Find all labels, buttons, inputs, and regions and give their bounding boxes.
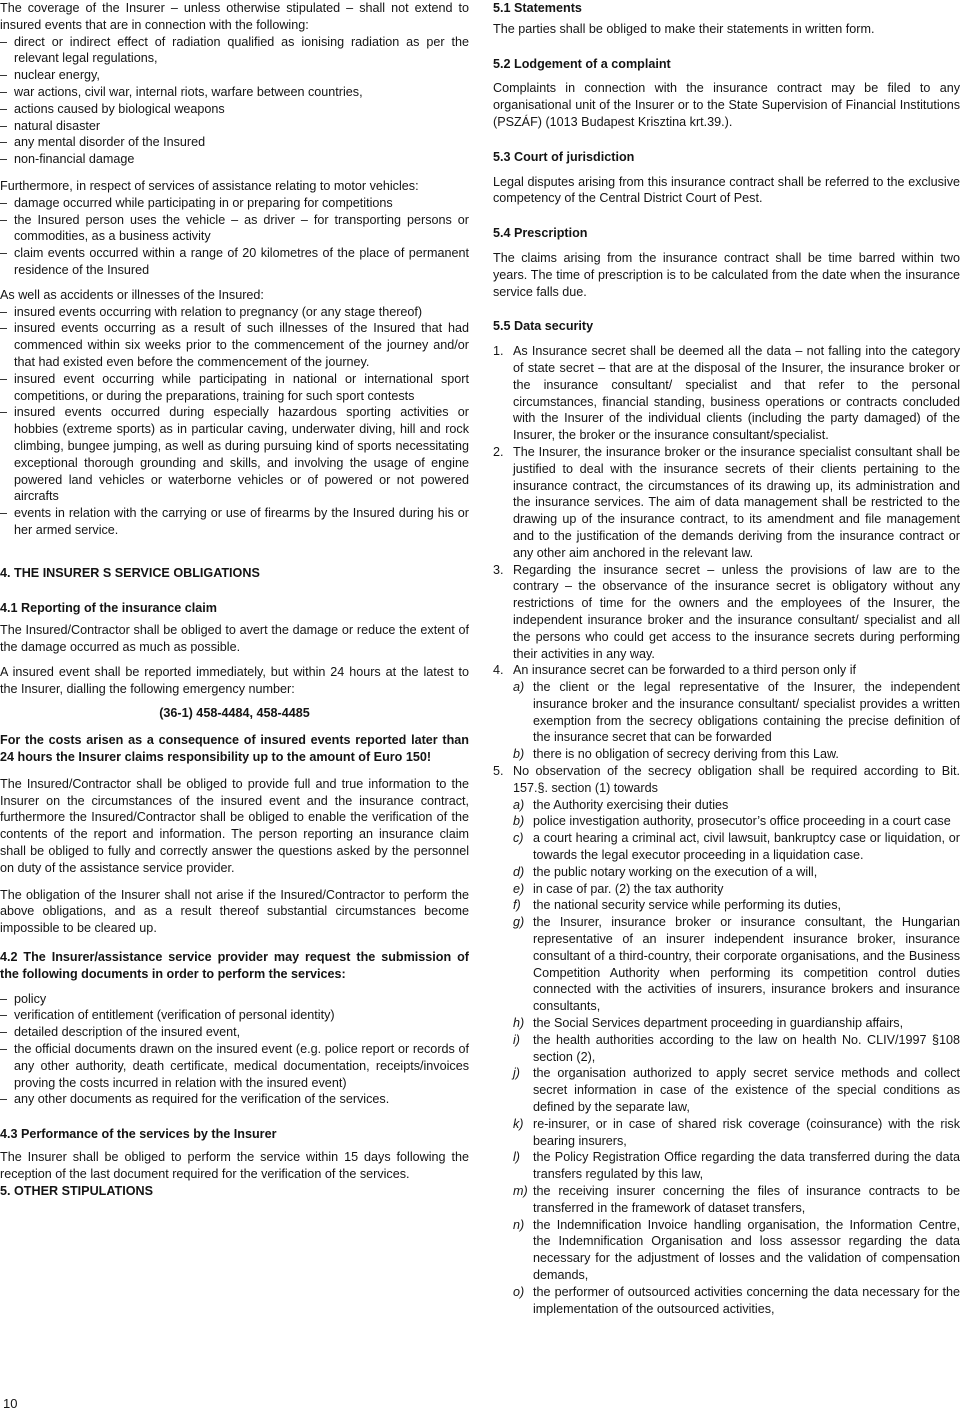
sub-item-letter: d) [513,864,525,879]
left-column [0,0,469,1199]
sub-item-text: the receiving insurer concerning the files of insurance contracts to be transferred in the framework of dataset transfers, [533,1184,960,1215]
right-column [493,0,960,1317]
paragraph: The claims arising from the insurance contract shall be time barred within two years. The time of prescription is to be calculated from the date when the insurance service falls due. [493,250,960,299]
sub-item-text: there is no obligation of secrecy deriving from this Law. [533,747,839,762]
section-4-2-heading: 4.2 The Insurer/assistance service provider may request the submission of the following documents in order to perform the services: [0,950,469,981]
sub-item-g [513,914,960,1015]
sub-item-b [513,813,960,830]
emergency-number: (36-1) 458-4484, 458-4485 [159,706,310,721]
sub-item-text: the Social Services department proceeding in guardianship affairs, [533,1016,904,1031]
sub-item-letter: l) [513,1150,520,1165]
sub-item-text: the Policy Registration Office regarding the data transferred during the data transfers regulated by this law, [533,1150,960,1182]
section-5-5-heading: 5.5 Data security [493,319,594,334]
sub-item-text: the Insurer, insurance broker or insurance consultant, the Hungarian representative of an insurer independent insurance broker, insurance consultant of a third-country, their corporate organisations, and the Business Competition Authority when performing its competition control duties connected with the activities of insurers, insurance brokers and insurance consultants, [533,915,960,1014]
paragraph: A insured event shall be reported immediately, but within 24 hours at the latest to the Insurer, dialling the following emergency number: [0,664,469,696]
motor-intro: Furthermore, in respect of services of assistance relating to motor vehicles: [0,178,419,193]
bold-notice: For the costs arisen as a consequence of insured events reported later than 24 hours the Insurer claims responsibility up to the amount of Euro 150! [0,733,469,765]
sub-item-letter: b) [513,747,525,762]
list-item: – natural disaster [0,118,469,135]
sub-item-text: the performer of outsourced activities concerning the data necessary for the implementation of the outsourced activities, [533,1284,960,1316]
sub-item-letter: m) [513,1184,528,1198]
list-item: – insured event occurring while participating in national or international sport competitions, or during the preparations, training for such sport contests [0,371,469,405]
list-item: – detailed description of the insured event, [0,1024,469,1041]
sub-item-text: re-insurer, or in case of shared risk coverage (coinsurance) with the risk bearing insurers, [533,1116,960,1148]
sub-item-letter: k) [513,1116,524,1131]
item-number: 5. [493,764,504,779]
exclusions-intro: The coverage of the Insurer – unless otherwise stipulated – shall not extend to insured events that are in connection with the following: [0,1,469,32]
sub-item-f [513,897,960,914]
list-item: – actions caused by biological weapons [0,101,469,118]
item-text: An insurance secret can be forwarded to a third person only if [513,663,857,678]
list-item: – claim events occurred within a range of 20 kilometres of the place of permanent residence of the Insured [0,245,469,279]
sub-item-letter: g) [513,915,525,930]
list-item: – verification of entitlement (verification of personal identity) [0,1007,469,1024]
list-item: – nuclear energy, [0,67,469,84]
numbered-item-1 [493,343,960,444]
item-number: 4. [493,663,504,678]
sub-item-text: in case of par. (2) the tax authority [533,881,724,896]
paragraph: Complaints in connection with the insurance contract may be filed to any organisational unit of the Insurer or to the State Supervision of Financial Institutions (PSZÁF) (1013 Budapest Krisztina krt.39.). [493,81,960,129]
section-4-1-heading: 4.1 Reporting of the insurance claim [0,600,217,615]
sub-item-text: the Authority exercising their duties [533,797,729,812]
sub-item-l [513,1149,960,1183]
sub-item-i [513,1032,960,1066]
list-item: – damage occurred while participating in or preparing for competitions [0,195,469,212]
sub-item-n [513,1217,960,1284]
sub-item-text: the health authorities according to the law on health No. CLIV/1997 §108 section (2), [533,1032,960,1064]
sub-item-m [513,1183,960,1217]
sub-item-k [513,1116,960,1150]
page-number: 10 [3,1396,18,1411]
section-5-3-heading: 5.3 Court of jurisdiction [493,149,635,164]
section-4-heading: 4. THE INSURER S SERVICE OBLIGATIONS [0,565,260,580]
sub-item-a [513,797,960,814]
sub-item-letter: e) [513,881,525,896]
list-item: – events in relation with the carrying or use of firearms by the Insured during his or her armed service. [0,505,469,539]
sub-item-letter: o) [513,1284,525,1299]
sub-item-letter: a) [513,680,525,695]
section-4-3-heading: 4.3 Performance of the services by the Insurer [0,1127,277,1142]
section-5-4-heading: 5.4 Prescription [493,226,588,241]
paragraph: The Insurer shall be obliged to perform the service within 15 days following the reception of the last document required for the verification of the services. [0,1150,469,1181]
paragraph: Legal disputes arising from this insurance contract shall be referred to the exclusive competency of the Central District Court of Pest. [493,174,960,206]
section-5-2-heading: 5.2 Lodgement of a complaint [493,56,671,71]
sub-item-letter: n) [513,1217,525,1232]
paragraph: The Insured/Contractor shall be obliged to provide full and true information to the Insurer on the circumstances of the insured event and the insurance contract, furthermore the Insured/Contractor shall be obliged to enable the verification of the contents of the report and information. The person reporting an insurance claim shall be obliged to fully and correctly answer the questions asked by the personnel on duty of the assistance service provider. [0,776,469,875]
numbered-item-3 [493,562,960,663]
sub-item-e [513,881,960,898]
list-item: – insured events occurred during especially hazardous sporting activities or hobbies (extreme sports) as in particular caving, underwater diving, hill and rock climbing, bungee jumping, as well as during pursuing kind of sports necessitating exceptional thorough grounding and skills, and involving the usage of engine powered land vehicles or waterborne vehicles or of powered or not powered aircrafts [0,404,469,505]
sub-item-o [513,1284,960,1318]
list-item: – war actions, civil war, internal riots, warfare between countries, [0,84,469,101]
numbered-item-2 [493,444,960,562]
sub-item-letter: b) [513,814,525,829]
list-item: – the Insured person uses the vehicle – as driver – for transporting persons or commodities, as a business activity [0,212,469,246]
sub-item-text: the organisation authorized to apply secret service methods and collect secret information in case of the existence of the special conditions as defined by the separate law, [533,1066,960,1115]
list-item: – any mental disorder of the Insured [0,134,469,151]
numbered-item-4 [493,662,960,763]
sub-item-text: the national security service while performing its duties, [533,898,841,913]
item-text: Regarding the insurance secret – unless the provisions of law are to the contrary – the observance of the insurance secret is obligatory without any restrictions of time for the owners and the employees of the Insurer, the independent insurance broker and the insurance consultant/ specialist and all the persons who could get access to the insurance secrets during performing their activities in any way. [513,562,960,661]
paragraph: The Insured/Contractor shall be obliged to avert the damage or reduce the extent of the damage occurred as much as possible. [0,623,469,655]
list-item: – non-financial damage [0,151,469,168]
item-number: 2. [493,444,504,459]
sub-item-c [513,830,960,864]
item-text: The Insurer, the insurance broker or the insurance specialist consultant shall be justified to deal with the insurance secrets of their clients pertaining to the insurance contract, the circumstances of its drawing up, its administration and the insurance services. The aim of data management shall be restricted to the drawing up of the insurance contract, to its amendment and file management and to the justification of the demands deriving from the insurance contract or any other aim anchored in the relevant law. [513,444,960,560]
accidents-intro: As well as accidents or illnesses of the Insured: [0,287,264,302]
section-5-heading: 5. OTHER STIPULATIONS [0,1183,154,1198]
sub-item-text: the Indemnification Invoice handling organisation, the Information Centre, the Indemnification Organisation and loss assessor regarding the data necessary for the adjustment of losses and the validation of compensation demands, [533,1217,960,1282]
section-5-1-heading: 5.1 Statements [493,1,582,15]
sub-item-letter: i) [513,1032,520,1047]
item-text: As Insurance secret shall be deemed all the data – not falling into the category of state secret – that are at the disposal of the Insurer, the insurance broker or the insurance consultant/ specialist and that refer to the personal circumstances, financial standing, business operations or contracts concluded with the Insurer of the individual clients (including the party damaged) of the Insurer, the broker or the insurance consultant/specialist. [513,344,960,443]
paragraph: The obligation of the Insurer shall not arise if the Insured/Contractor to perform the above obligations, and as a result thereof substantial circumstances become impossible to be cleared up. [0,887,469,936]
sub-item-h [513,1015,960,1032]
list-item: – policy [0,991,469,1008]
list-item: – direct or indirect effect of radiation qualified as ionising radiation as per the relevant legal regulations, [0,34,469,68]
item-number: 1. [493,344,504,359]
sub-item-text: the public notary working on the execution of a will, [533,864,818,879]
list-item: – insured events occurring with relation to pregnancy (or any stage thereof) [0,304,469,321]
sub-item-d [513,864,960,881]
list-item: – any other documents as required for the verification of the services. [0,1091,469,1108]
list-item: – the official documents drawn on the insured event (e.g. police report or records of any other authority, death certificate, medical documentation, receipts/invoices proving the costs incurred in relation with the insured event) [0,1041,469,1091]
item-text: No observation of the secrecy obligation shall be required according to Bit. 157.§. section (1) towards [513,764,960,795]
sub-item-letter: j) [513,1066,520,1081]
sub-item-text: a court hearing a criminal act, civil lawsuit, bankruptcy case or liquidation, or towards the legal executor proceeding in a liquidation case. [533,831,960,863]
list-item: – insured events occurring as a result of such illnesses of the Insured that had commenced within six weeks prior to the commencement of the journey and/or that had existed even before the commencement of the journey. [0,320,469,370]
sub-item-a [513,679,960,746]
sub-item-letter: h) [513,1016,525,1031]
item-number: 3. [493,562,504,577]
sub-item-text: the client or the legal representative of the Insurer, the independent insurance broker and the insurance consultant/ specialist provides a written exemption from the secrecy obligations containing the precise definition of the insurance secret that can be forwarded [533,680,960,745]
sub-item-text: police investigation authority, prosecutor’s office proceeding in a court case [533,814,951,829]
sub-item-letter: c) [513,831,524,846]
numbered-item-5 [493,763,960,1317]
sub-item-b [513,746,960,763]
sub-item-j [513,1065,960,1115]
sub-item-letter: f) [513,898,521,913]
paragraph: The parties shall be obliged to make their statements in written form. [493,21,875,36]
sub-item-letter: a) [513,797,525,812]
